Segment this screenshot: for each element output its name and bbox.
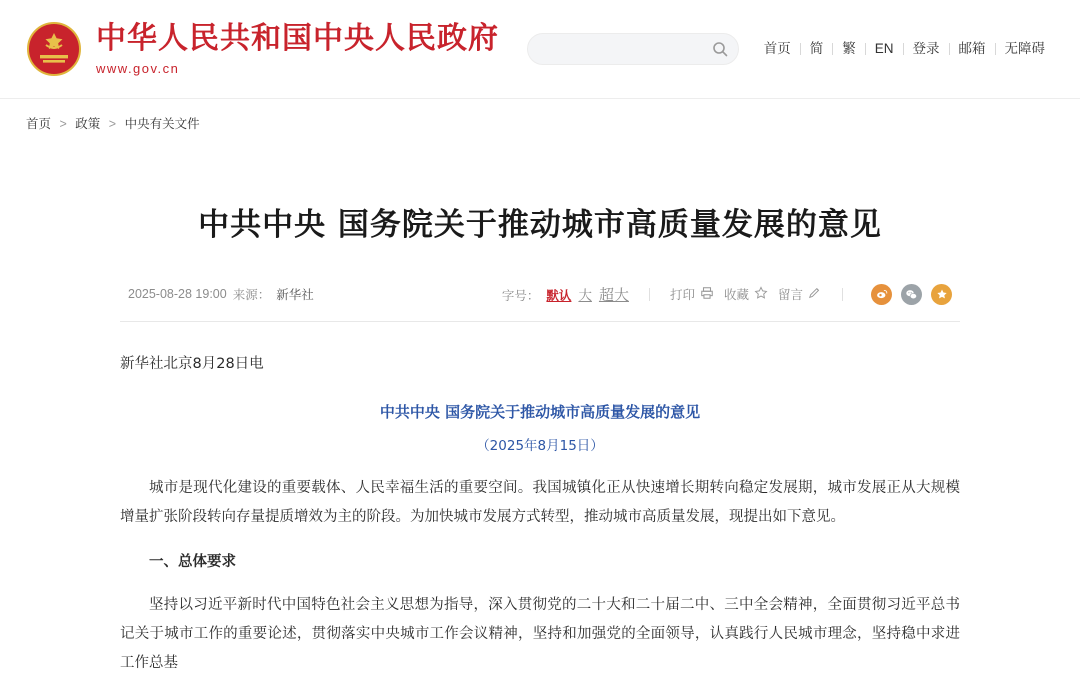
breadcrumb-separator: > [59,116,67,131]
printer-icon[interactable] [700,286,714,303]
inner-document-date: （2025年8月15日） [476,437,604,454]
favorite-label: 收藏 [723,288,749,303]
breadcrumb-bar [0,98,1080,146]
article-body [120,350,960,678]
print-button[interactable] [670,285,714,303]
source-name: 新华社 [276,288,314,303]
article-meta-tools [502,284,853,305]
article [120,146,960,678]
paragraph: 城市是现代化建设的重要载体、人民幸福生活的重要空间。我国城镇化正从快速增长期转向稳定发展期，城市发展正从大规模增量扩张阶段转向存量提质增效为主的阶段。为加快城市发展方式转型，推动城市高质量发展，现提出如下意见。 [120,479,960,525]
breadcrumb-separator: > [108,116,117,131]
share-buttons [871,284,952,305]
nav-item-traditional[interactable]: 繁 [842,41,856,57]
breadcrumb-item-policy[interactable]: 政策 [75,116,101,131]
meta-divider [649,288,650,301]
paragraph: 坚持以习近平新时代中国特色社会主义思想为指导，深入贯彻党的二十大和二十届二中、三中全会精神，全面贯彻习近平总书记关于城市工作的重要论述，贯彻落实中央城市工作会议精神，坚持和加强党的全面领导，认真践行人民城市理念，坚持稳中求进工作总基 [120,597,960,672]
national-emblem-icon [26,21,82,77]
article-meta-left [128,285,314,303]
search-icon[interactable] [712,41,728,57]
nav-item-login[interactable]: 登录 [912,41,940,57]
nav-item-home[interactable]: 首页 [763,41,791,57]
fontsize-large-button[interactable]: 大 [578,287,592,303]
article-meta-bar [120,278,960,322]
print-label: 打印 [669,288,695,303]
fontsize-controls [502,284,629,305]
meta-divider [842,288,843,301]
page-title: 中共中央 国务院关于推动城市高质量发展的意见 [198,206,882,243]
breadcrumb [26,114,200,132]
fontsize-xlarge-button[interactable]: 超大 [598,286,629,304]
search-input[interactable] [540,41,726,57]
site-brand[interactable] [96,22,499,76]
publish-datetime: 2025-08-28 19:00 [128,287,227,302]
comment-label: 留言 [777,288,803,303]
dateline: 新华社北京8月28日电 [120,355,264,372]
search-box[interactable] [527,33,739,65]
breadcrumb-item-home[interactable]: 首页 [26,116,52,131]
inner-document-title: 中共中央 国务院关于推动城市高质量发展的意见 [379,402,701,421]
header-nav [755,42,1054,56]
nav-item-english[interactable]: EN [874,41,894,57]
fontsize-label: 字号： [501,288,540,303]
favorite-button[interactable] [724,285,768,303]
breadcrumb-item-central-documents[interactable]: 中央有关文件 [124,116,200,131]
wechat-icon[interactable] [901,284,922,305]
star-outline-icon[interactable] [754,286,768,303]
header-right [527,33,1054,65]
nav-item-mail[interactable]: 邮箱 [958,41,986,57]
brand-title: 中华人民共和国中央人民政府 [96,21,499,56]
weibo-icon[interactable] [871,284,892,305]
source-label: 来源： [232,288,271,303]
comment-button[interactable] [778,285,822,303]
section-heading: 一、总体要求 [149,553,236,570]
nav-item-simplified[interactable]: 简 [809,41,824,57]
site-header [0,0,1080,98]
nav-item-accessibility[interactable]: 无障碍 [1004,41,1045,57]
fontsize-default-button[interactable]: 默认 [546,288,572,303]
pencil-icon[interactable] [808,286,822,303]
star-icon[interactable] [931,284,952,305]
brand-subtitle: www.gov.cn [96,61,180,76]
